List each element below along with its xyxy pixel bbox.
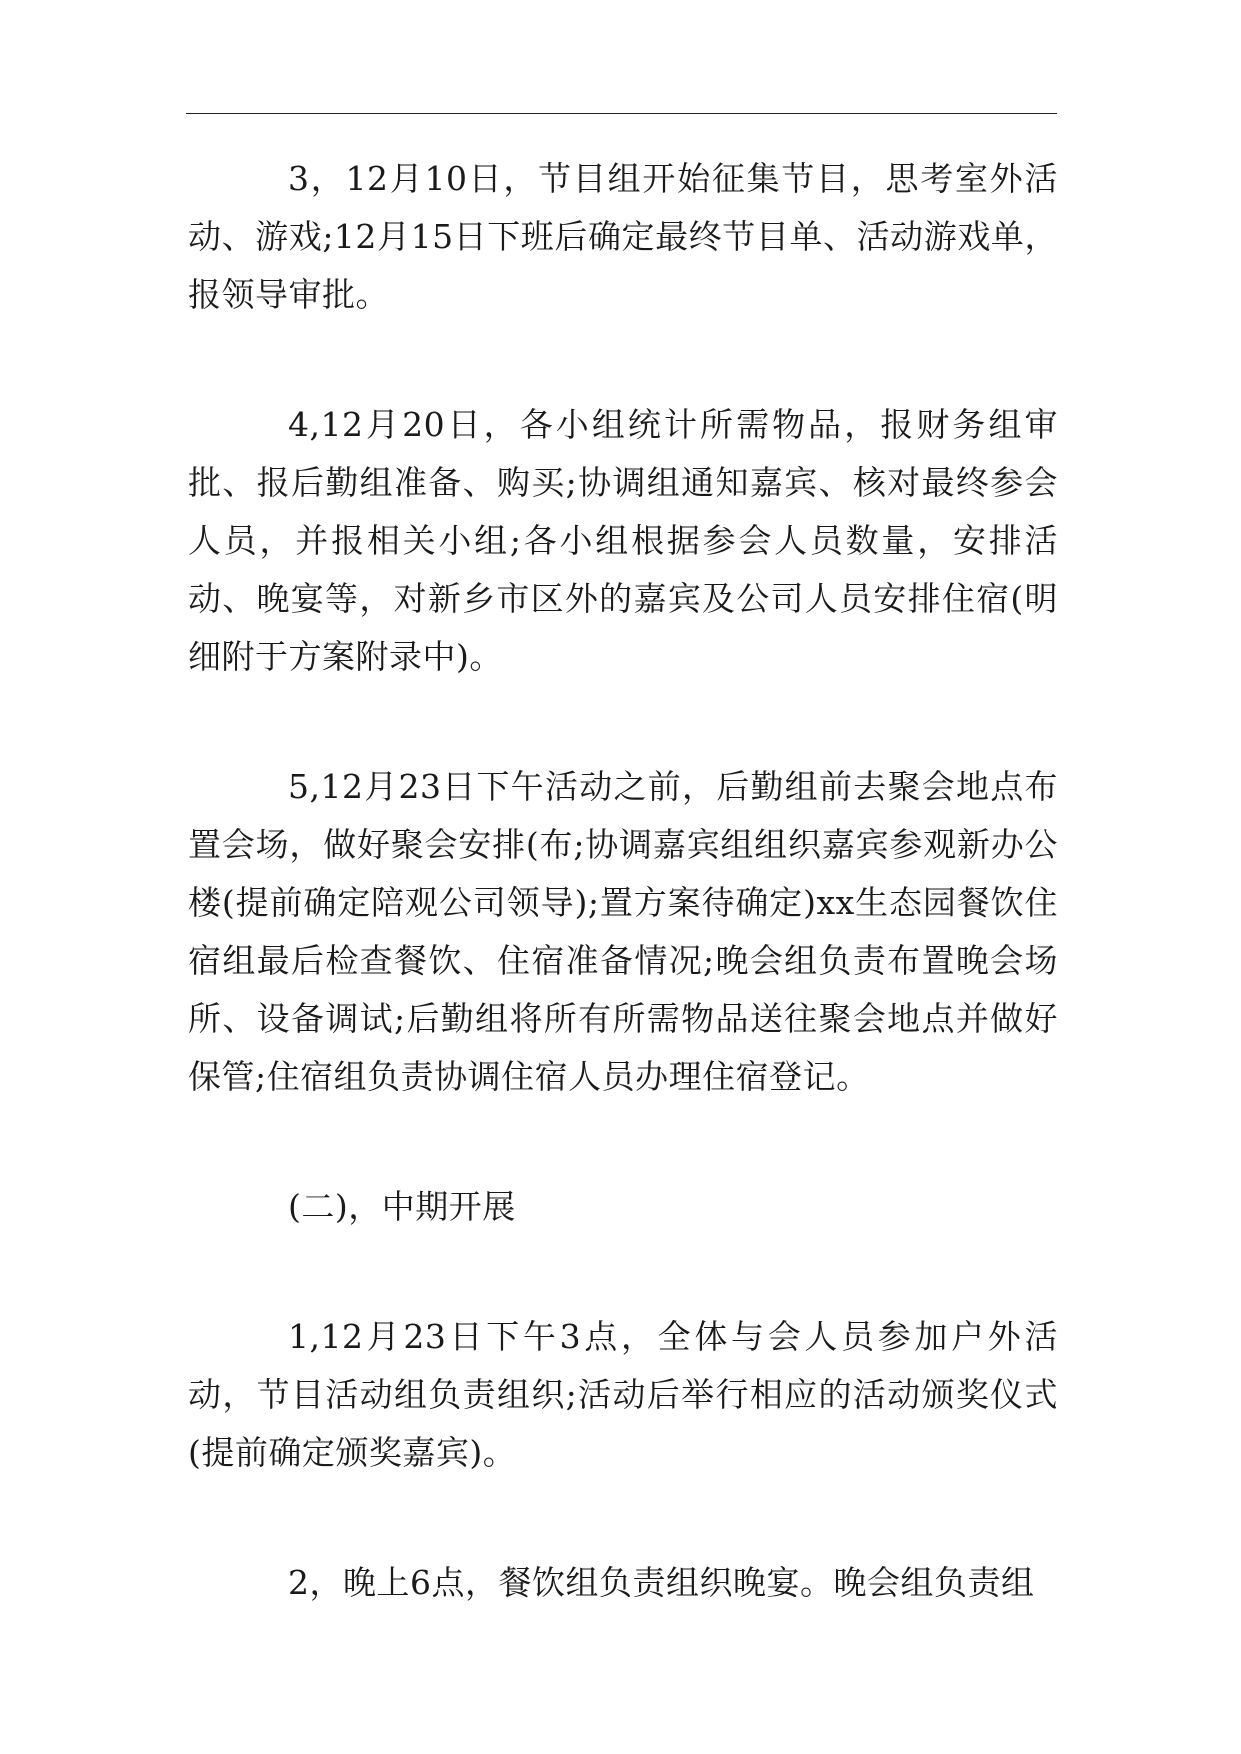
section-heading-mid-phase: (二)，中期开展 xyxy=(288,1187,516,1226)
paragraph-step-4: 4,12月20日，各小组统计所需物品，报财务组审批、报后勤组准备、购买;协调组通知嘉宾、核对最终参会人员，并报相关小组;各小组根据参会人员数量，安排活动、晚宴等，对新乡市区外的嘉宾及公司人员安排住宿(明细附于方案附录中)。 xyxy=(188,405,1058,676)
paragraph-step-3: 3，12月10日，节目组开始征集节目，思考室外活动、游戏;12月15日下班后确定最终节目单、活动游戏单，报领导审批。 xyxy=(188,159,1058,314)
paragraph-mid-step-1: 1,12月23日下午3点，全体与会人员参加户外活动，节目活动组负责组织;活动后举行相应的活动颁奖仪式(提前确定颁奖嘉宾)。 xyxy=(188,1317,1058,1472)
document-body xyxy=(188,150,1058,1612)
paragraph-step-5: 5,12月23日下午活动之前，后勤组前去聚会地点布置会场，做好聚会安排(布;协调嘉宾组组织嘉宾参观新办公楼(提前确定陪观公司领导);置方案待确定)xx生态园餐饮住宿组最后检查餐饮、住宿准备情况;晚会组负责布置晚会场所、设备调试;后勤组将所有所需物品送往聚会地点并做好保管;住宿组负责协调住宿人员办理住宿登记。 xyxy=(188,767,1058,1096)
header-divider xyxy=(186,113,1057,114)
paragraph-mid-step-2: 2，晚上6点，餐饮组负责组织晚宴。晚会组负责组 xyxy=(288,1563,1035,1602)
